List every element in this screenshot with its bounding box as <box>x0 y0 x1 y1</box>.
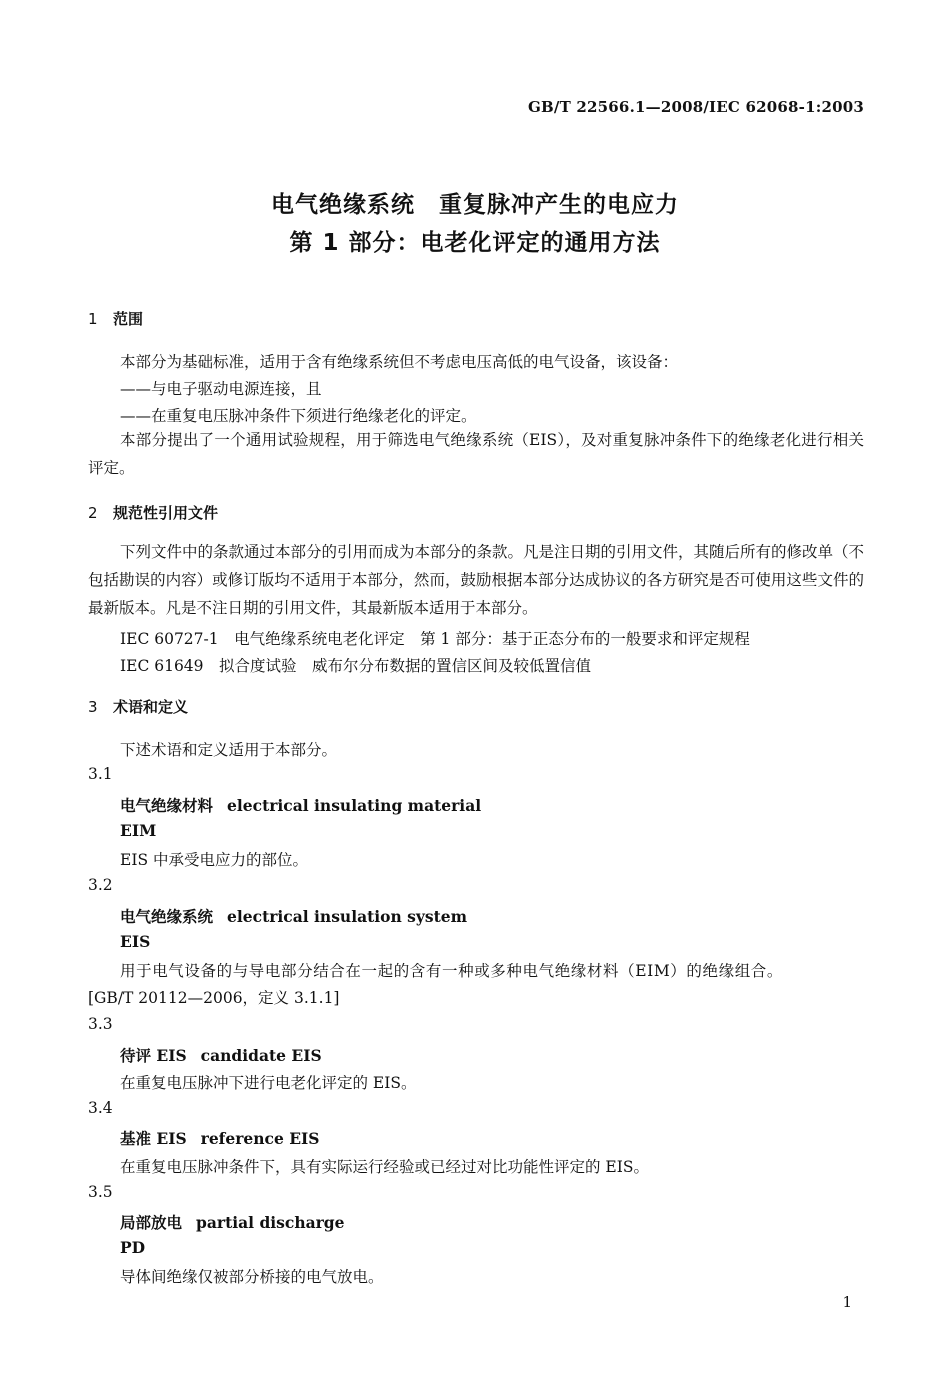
scope-paragraph: 本部分提出了一个通用试验规程，用于筛选电气绝缘系统（EIS），及对重复脉冲条件下的绝缘老化进行相关评定。 <box>88 431 864 477</box>
term-heading <box>120 1127 319 1149</box>
term-zh: 待评 EIS <box>120 1046 187 1065</box>
section-number: 2 <box>88 504 98 522</box>
term-en: electrical insulating material <box>227 796 482 815</box>
section-number: 3 <box>88 698 98 716</box>
clause-number: 3.4 <box>88 1099 113 1117</box>
term-zh: 基准 EIS <box>120 1129 187 1148</box>
term-heading <box>120 905 467 927</box>
terms-intro: 下述术语和定义适用于本部分。 <box>120 741 338 759</box>
term-zh: 电气绝缘材料 <box>120 796 214 815</box>
term-definition: 导体间绝缘仅被部分桥接的电气放电。 <box>120 1268 384 1286</box>
document-title-line1: 电气绝缘系统 重复脉冲产生的电应力 <box>271 192 679 218</box>
clause-number: 3.5 <box>88 1183 113 1201</box>
reference-iec-60727-1: IEC 60727-1 电气绝缘系统电老化评定 第 1 部分：基于正态分布的一般要求和评定规程 <box>120 630 750 648</box>
term-definition: 在重复电压脉冲条件下，具有实际运行经验或已经过对比功能性评定的 EIS。 <box>120 1158 649 1176</box>
term-definition: 用于电气设备的与导电部分结合在一起的含有一种或多种电气绝缘材料（EIM）的绝缘组合。 <box>120 962 784 980</box>
term-definition: 在重复电压脉冲下进行电老化评定的 EIS。 <box>120 1074 417 1092</box>
term-heading <box>120 1211 345 1233</box>
clause-number: 3.1 <box>88 765 113 783</box>
clause-number: 3.3 <box>88 1015 113 1033</box>
term-abbreviation: EIM <box>120 821 157 840</box>
term-en: reference EIS <box>200 1129 320 1148</box>
section-title: 规范性引用文件 <box>113 504 219 522</box>
section-2-heading <box>88 502 218 523</box>
normative-references-paragraph: 下列文件中的条款通过本部分的引用而成为本部分的条款。凡是注日期的引用文件，其随后所有的修改单（不包括勘误的内容）或修订版均不适用于本部分，然而，鼓励根据本部分达成协议的各方研究是否可使用这些文件的最新版本。凡是不注日期的引用文件，其最新版本适用于本部分。 <box>88 543 865 617</box>
clause-number: 3.2 <box>88 876 113 894</box>
term-zh: 电气绝缘系统 <box>120 907 214 926</box>
section-title: 术语和定义 <box>113 698 189 716</box>
term-source: [GB/T 20112—2006，定义 3.1.1] <box>88 989 340 1007</box>
scope-intro: 本部分为基础标准，适用于含有绝缘系统但不考虑电压高低的电气设备，该设备： <box>120 353 679 371</box>
term-heading <box>120 1044 322 1066</box>
term-en: candidate EIS <box>200 1046 322 1065</box>
section-title: 范围 <box>113 310 144 328</box>
term-abbreviation: EIS <box>120 932 151 951</box>
standard-number: GB/T 22566.1—2008/IEC 62068-1:2003 <box>528 98 864 116</box>
section-3-heading <box>88 696 188 717</box>
term-en: electrical insulation system <box>227 907 468 926</box>
document-title-line2: 第 1 部分：电老化评定的通用方法 <box>289 230 661 256</box>
section-number: 1 <box>88 310 98 328</box>
scope-item-2: ——在重复电压脉冲条件下须进行绝缘老化的评定。 <box>120 407 477 425</box>
term-zh: 局部放电 <box>120 1213 183 1232</box>
term-heading <box>120 794 481 816</box>
page-number: 1 <box>842 1293 852 1311</box>
term-definition: EIS 中承受电应力的部位。 <box>120 851 308 869</box>
scope-item-1: ——与电子驱动电源连接，且 <box>120 380 322 398</box>
reference-iec-61649: IEC 61649 拟合度试验 威布尔分布数据的置信区间及较低置信值 <box>120 657 592 675</box>
term-abbreviation: PD <box>120 1238 146 1257</box>
section-1-heading <box>88 308 143 329</box>
term-en: partial discharge <box>196 1213 345 1232</box>
